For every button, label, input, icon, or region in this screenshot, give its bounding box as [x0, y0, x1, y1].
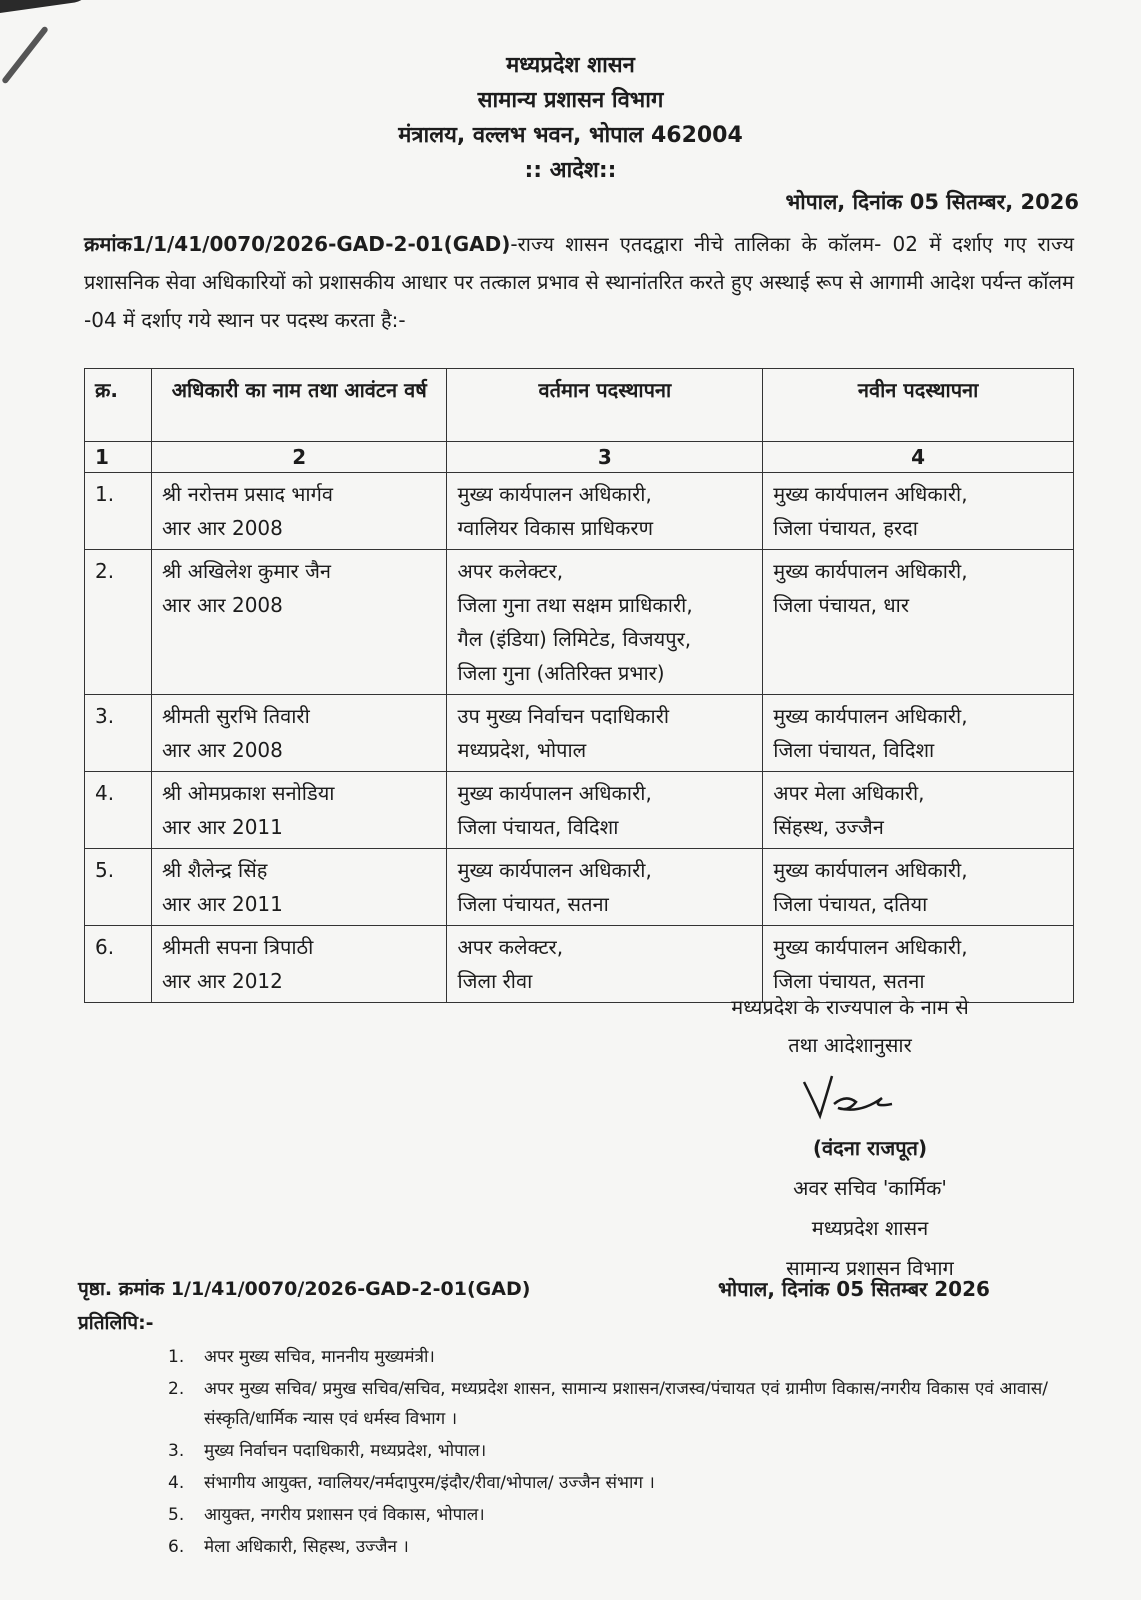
officer-cell: [152, 926, 447, 1003]
list-item: [168, 1342, 1048, 1372]
new-posting-line: जिला पंचायत, विदिशा: [773, 738, 935, 762]
order-reference: क्रमांक1/1/41/0070/2026-GAD-2-01(GAD): [84, 232, 511, 256]
copy-number: 5.: [168, 1505, 185, 1525]
officer-cell: [152, 695, 447, 772]
header-order-title: :: आदेश::: [524, 158, 617, 183]
new-posting-line: जिला पंचायत, धार: [773, 593, 909, 617]
current-posting-line: गैल (इंडिया) लिमिटेड, विजयपुर,: [457, 627, 692, 651]
list-item: [168, 1468, 1048, 1498]
officer-name: श्री नरोत्तम प्रसाद भार्गव: [162, 482, 333, 506]
new-posting-cell: [763, 550, 1074, 695]
serial-number: 4.: [85, 772, 152, 849]
header-address: मंत्रालय, वल्लभ भवन, भोपाल 462004: [398, 123, 743, 148]
copy-number: 1.: [168, 1347, 185, 1367]
endorsement-reference: पृष्ठा. क्रमांक 1/1/41/0070/2026-GAD-2-01(GAD): [78, 1278, 531, 1300]
current-posting-line: मुख्य कार्यपालन अधिकारी,: [457, 482, 652, 506]
signatory-designation: अवर सचिव 'कार्मिक': [793, 1176, 947, 1200]
copy-recipient: अपर मुख्य सचिव, माननीय मुख्यमंत्री।: [204, 1347, 435, 1367]
new-posting-line: जिला पंचायत, हरदा: [773, 516, 918, 540]
officer-name: श्री अखिलेश कुमार जैन: [162, 559, 332, 583]
list-item: [168, 1436, 1048, 1466]
transfer-table: [84, 368, 1074, 1003]
signatory-org-1: मध्यप्रदेश शासन: [811, 1216, 929, 1240]
column-number: 4: [763, 442, 1074, 473]
copy-number: 4.: [168, 1473, 185, 1493]
endorsement-date: भोपाल, दिनांक 05 सितम्बर 2026: [718, 1277, 990, 1301]
list-item: [168, 1374, 1048, 1434]
current-posting-line: मुख्य कार्यपालन अधिकारी,: [457, 858, 652, 882]
scan-corner-shadow: [0, 0, 91, 16]
document-header: [0, 48, 1141, 188]
header-officer-name: अधिकारी का नाम तथा आवंटन वर्ष: [152, 369, 447, 442]
signatory-org-2: सामान्य प्रशासन विभाग: [786, 1256, 954, 1280]
allotment-year: आर आर 2011: [162, 815, 283, 839]
allotment-year: आर आर 2008: [162, 738, 283, 762]
signatory-name: (वंदना राजपूत): [812, 1136, 928, 1160]
copy-recipient: मेला अधिकारी, सिहस्थ, उज्जैन ।: [204, 1537, 409, 1557]
current-posting-cell: [447, 473, 763, 550]
current-posting-cell: [447, 550, 763, 695]
current-posting-line: जिला गुना तथा सक्षम प्राधिकारी,: [457, 593, 693, 617]
current-posting-line: जिला रीवा: [457, 969, 533, 993]
authority-line-2: तथा आदेशानुसार: [788, 1033, 912, 1057]
header-government: मध्यप्रदेश शासन: [506, 53, 635, 78]
copy-number: 6.: [168, 1537, 185, 1557]
serial-number: 6.: [85, 926, 152, 1003]
list-item: [168, 1500, 1048, 1530]
table-row: [85, 849, 1074, 926]
current-posting-line: जिला पंचायत, सतना: [457, 892, 609, 916]
signatory-block: [700, 1128, 1040, 1288]
current-posting-line: अपर कलेक्टर,: [457, 935, 564, 959]
officer-name: श्रीमती सुरभि तिवारी: [162, 704, 310, 728]
allotment-year: आर आर 2008: [162, 593, 283, 617]
officer-cell: [152, 772, 447, 849]
new-posting-cell: [763, 849, 1074, 926]
new-posting-line: मुख्य कार्यपालन अधिकारी,: [773, 482, 968, 506]
officer-cell: [152, 473, 447, 550]
officer-name: श्री शैलेन्द्र सिंह: [162, 858, 268, 882]
column-number: 3: [447, 442, 763, 473]
handwritten-signature: [800, 1068, 900, 1128]
copy-recipient: आयुक्त, नगरीय प्रशासन एवं विकास, भोपाल।: [204, 1505, 485, 1525]
copy-recipient: अपर मुख्य सचिव/ प्रमुख सचिव/सचिव, मध्यप्रदेश शासन, सामान्य प्रशासन/राजस्व/पंचायत एवं ग्रामीण विकास/नगरीय विकास एवं आवास/संस्कृति/धार्मिक न्यास एवं धर्मस्व विभाग ।: [204, 1379, 1048, 1429]
new-posting-line: अपर मेला अधिकारी,: [773, 781, 925, 805]
officer-name: श्रीमती सपना त्रिपाठी: [162, 935, 314, 959]
order-date: भोपाल, दिनांक 05 सितम्बर, 2026: [785, 190, 1079, 214]
serial-number: 3.: [85, 695, 152, 772]
order-paragraph: [84, 225, 1074, 339]
allotment-year: आर आर 2011: [162, 892, 283, 916]
allotment-year: आर आर 2012: [162, 969, 283, 993]
new-posting-line: जिला पंचायत, दतिया: [773, 892, 928, 916]
table-row: [85, 473, 1074, 550]
current-posting-line: मुख्य कार्यपालन अधिकारी,: [457, 781, 652, 805]
table-row: [85, 772, 1074, 849]
officer-name: श्री ओमप्रकाश सनोडिया: [162, 781, 335, 805]
authority-line-1: मध्यप्रदेश के राज्यपाल के नाम से: [731, 995, 969, 1019]
serial-number: 1.: [85, 473, 152, 550]
new-posting-cell: [763, 473, 1074, 550]
new-posting-line: मुख्य कार्यपालन अधिकारी,: [773, 559, 968, 583]
new-posting-cell: [763, 772, 1074, 849]
allotment-year: आर आर 2008: [162, 516, 283, 540]
order-text: -राज्य शासन एतदद्वारा नीचे तालिका के कॉलम- 02 में दर्शाए गए राज्य प्रशासनिक सेवा अधिकारियों को प्रशासकीय आधार पर तत्काल प्रभाव से स्थानांतरित करते हुए अस्थाई रूप से आगामी आदेश पर्यन्त कॉलम -04 में दर्शाए गये स्थान पर पदस्थ करता है:-: [84, 232, 1074, 332]
copy-number: 2.: [168, 1379, 185, 1399]
column-number: 2: [152, 442, 447, 473]
copy-recipient: मुख्य निर्वाचन पदाधिकारी, मध्यप्रदेश, भोपाल।: [204, 1441, 487, 1461]
new-posting-line: जिला पंचायत, सतना: [773, 969, 925, 993]
copy-heading: प्रतिलिपि:-: [78, 1312, 154, 1334]
current-posting-cell: [447, 695, 763, 772]
current-posting-line: अपर कलेक्टर,: [457, 559, 564, 583]
current-posting-cell: [447, 849, 763, 926]
officer-cell: [152, 849, 447, 926]
table-row: [85, 695, 1074, 772]
current-posting-line: ग्वालियर विकास प्राधिकरण: [457, 516, 654, 540]
current-posting-cell: [447, 772, 763, 849]
current-posting-line: जिला गुना (अतिरिक्त प्रभार): [457, 661, 665, 685]
list-item: [168, 1532, 1048, 1562]
current-posting-line: उप मुख्य निर्वाचन पदाधिकारी: [457, 704, 670, 728]
serial-number: 2.: [85, 550, 152, 695]
copy-list: [168, 1342, 1048, 1564]
new-posting-line: मुख्य कार्यपालन अधिकारी,: [773, 704, 968, 728]
authority-block: [700, 988, 1000, 1064]
copy-recipient: संभागीय आयुक्त, ग्वालियर/नर्मदापुरम/इंदौर/रीवा/भोपाल/ उज्जैन संभाग ।: [204, 1473, 655, 1493]
new-posting-line: मुख्य कार्यपालन अधिकारी,: [773, 935, 968, 959]
header-current-posting: वर्तमान पदस्थापना: [447, 369, 763, 442]
header-department: सामान्य प्रशासन विभाग: [477, 88, 664, 113]
header-new-posting: नवीन पदस्थापना: [763, 369, 1074, 442]
new-posting-cell: [763, 695, 1074, 772]
header-serial: क्र.: [85, 369, 152, 442]
new-posting-line: सिंहस्थ, उज्जैन: [773, 815, 884, 839]
new-posting-line: मुख्य कार्यपालन अधिकारी,: [773, 858, 968, 882]
table-header-row: [85, 369, 1074, 442]
current-posting-line: जिला पंचायत, विदिशा: [457, 815, 619, 839]
column-number-row: [85, 442, 1074, 473]
officer-cell: [152, 550, 447, 695]
column-number: 1: [85, 442, 152, 473]
copy-number: 3.: [168, 1441, 185, 1461]
table-row: [85, 550, 1074, 695]
serial-number: 5.: [85, 849, 152, 926]
current-posting-line: मध्यप्रदेश, भोपाल: [457, 738, 587, 762]
